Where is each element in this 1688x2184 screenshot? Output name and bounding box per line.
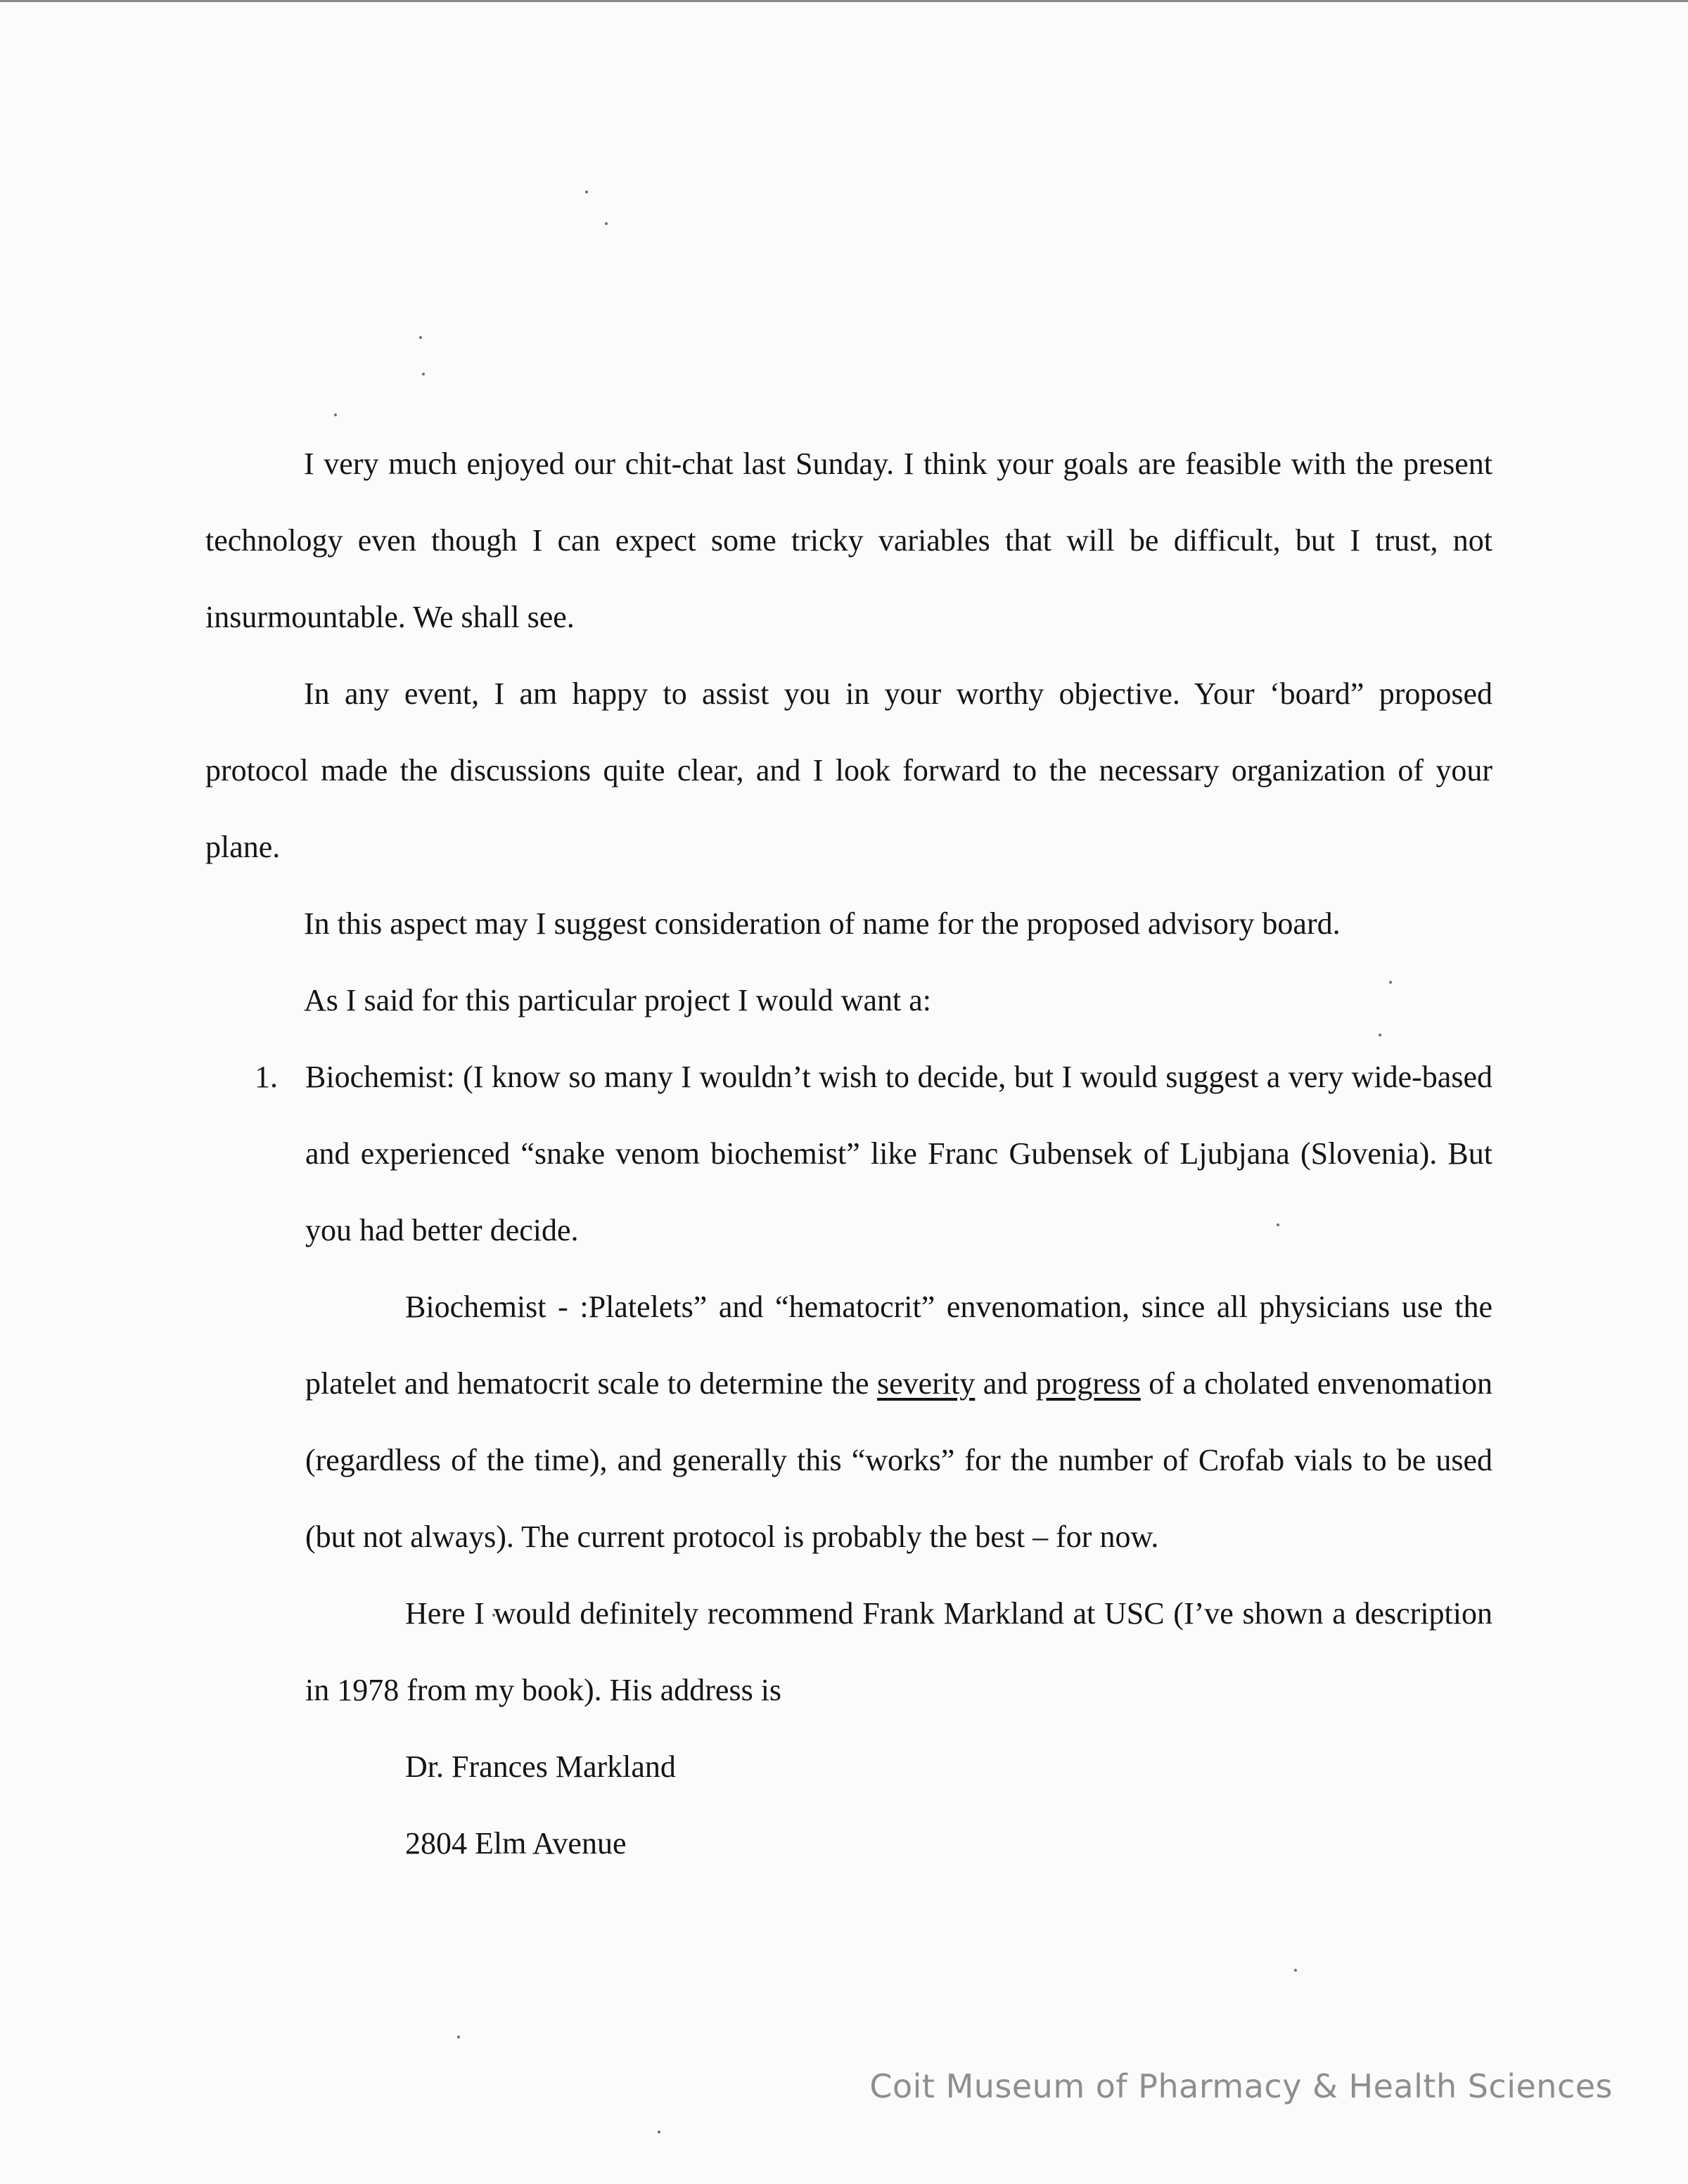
list-item-number: 1. [255,1060,278,1094]
scan-speck [1294,1969,1297,1972]
address-street: 2804 Elm Avenue [405,1826,627,1861]
paragraph-chit-chat: I very much enjoyed our chit-chat last Sunday. I think your goals are feasible with the present technology even though I can expect some tricky variables that will be difficult, but I trust, not insurmountable. We shall see. [205,447,1492,634]
scan-speck [457,2036,460,2038]
paragraph-any-event: In any event, I am happy to assist you in your worthy objective. Your ‘board” proposed protocol made the discussions quite clear, and I look forward to the necessary organization of your plane. [205,676,1492,864]
scan-speck [658,2131,660,2133]
list-item-biochemist [205,1039,1492,1268]
underlined-severity: severity [877,1366,976,1401]
paragraph-markland-recommendation: Here I would definitely recommend Frank Markland at USC (I’ve shown a description in 1978 from my book). His address is [305,1596,1492,1707]
platelets-text-end: of a cholated envenomation (regardless of the time), and generally this “works” for the number of Crofab vials to be used (but not always). The current protocol is probably the best – for now. [305,1366,1493,1554]
scan-speck [585,191,588,193]
letter-body [205,425,1492,1882]
and-text: and [975,1366,1036,1401]
paragraph-advisory-board: In this aspect may I suggest consideration of name for the proposed advisory board. [304,906,1341,941]
museum-watermark: Coit Museum of Pharmacy & Health Sciences [869,2067,1613,2105]
scan-speck [422,373,425,375]
scan-speck [419,336,422,339]
address-name: Dr. Frances Markland [405,1749,676,1784]
scan-top-edge [0,0,1688,2]
paragraph-project-wants: As I said for this particular project I would want a: [304,983,931,1017]
scan-speck [334,413,337,416]
platelets-text-start: Biochemist - :Platelets” and “hematocrit” envenomation, since all physicians use the platelet and hematocrit scale to determine the [305,1290,1492,1401]
paragraph-platelets-hematocrit [205,1268,1492,1575]
underlined-progress: progress [1035,1366,1141,1401]
list-item-text: Biochemist: (I know so many I wouldn’t wish to decide, but I would suggest a very wide-based and experienced “snake venom biochemist” like Franc Gubensek of Ljubjana (Slovenia). But you had better decide. [305,1060,1492,1247]
scan-speck [605,222,608,225]
